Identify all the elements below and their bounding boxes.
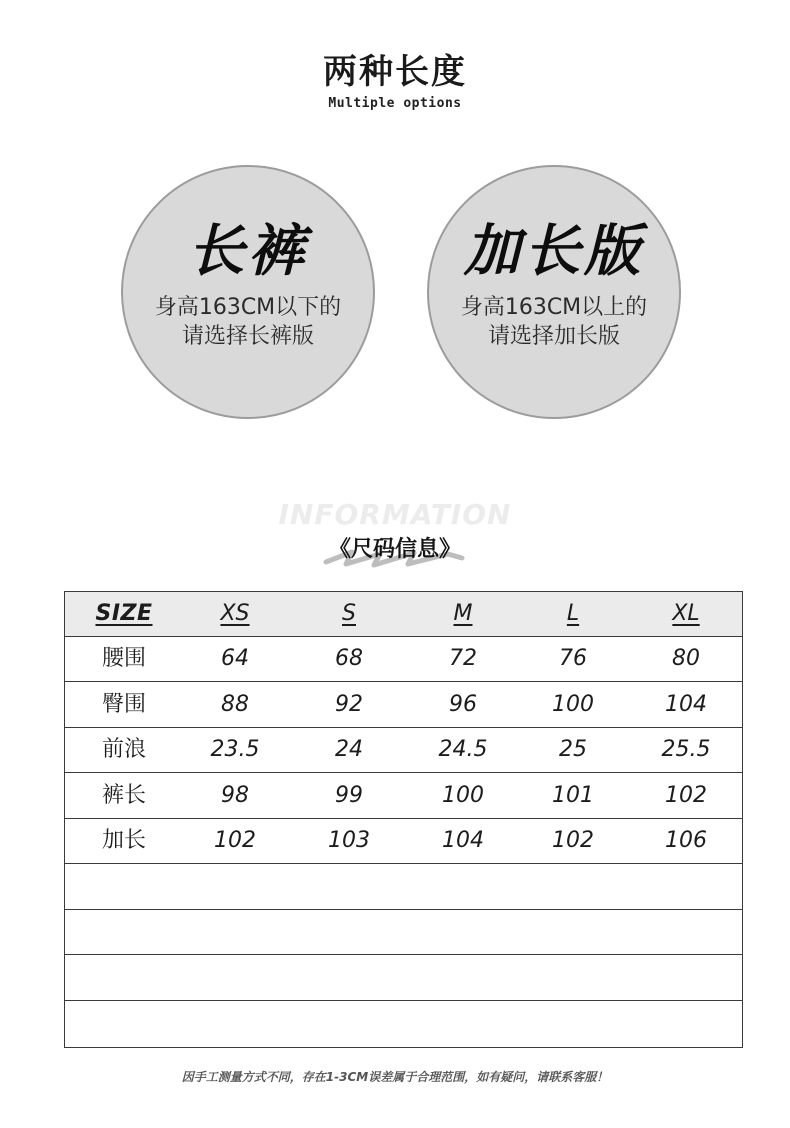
table-cell: 25.5 bbox=[661, 737, 711, 762]
header-cell-xs: XS bbox=[220, 601, 250, 626]
table-cell: 101 bbox=[552, 783, 594, 808]
row-label: 前浪 bbox=[101, 737, 146, 762]
size-info-title: 《尺码信息》 bbox=[328, 537, 461, 562]
table-cell: 102 bbox=[214, 828, 256, 853]
row-label: 裤长 bbox=[101, 783, 146, 808]
table-cell: 88 bbox=[221, 692, 249, 717]
table-row bbox=[65, 728, 742, 773]
row-label: 加长 bbox=[101, 828, 146, 853]
header-cell-size: SIZE bbox=[95, 601, 153, 626]
table-cell: 100 bbox=[442, 783, 484, 808]
table-cell: 64 bbox=[221, 646, 249, 671]
table-cell: 72 bbox=[449, 646, 477, 671]
table-cell: 98 bbox=[221, 783, 249, 808]
information-watermark: INFORMATION bbox=[278, 498, 512, 531]
table-cell: 106 bbox=[665, 828, 707, 853]
option-desc-line1: 身高163CM以下的 bbox=[154, 295, 342, 320]
table-cell: 96 bbox=[449, 692, 477, 717]
table-cell: 25 bbox=[559, 737, 587, 762]
table-cell: 99 bbox=[335, 783, 363, 808]
table-cell: 102 bbox=[552, 828, 594, 853]
header-cell-xl: XL bbox=[672, 601, 700, 626]
table-cell: 92 bbox=[335, 692, 363, 717]
measurement-note: 因手工测量方式不同，存在1-3CM误差属于合理范围，如有疑问，请联系客服！ bbox=[181, 1070, 609, 1084]
table-cell: 100 bbox=[552, 692, 594, 717]
table-cell: 68 bbox=[335, 646, 363, 671]
table-cell: 24 bbox=[335, 737, 363, 762]
table-row-empty bbox=[65, 1001, 742, 1046]
header-cell-s: S bbox=[342, 601, 356, 626]
option-circle-extended bbox=[427, 165, 681, 419]
table-cell: 104 bbox=[442, 828, 484, 853]
option-desc-line2: 请选择长裤版 bbox=[181, 324, 314, 349]
page-title: 两种长度 bbox=[323, 52, 467, 92]
table-cell: 102 bbox=[665, 783, 707, 808]
option-desc-line1: 身高163CM以上的 bbox=[460, 295, 648, 320]
table-cell: 24.5 bbox=[438, 737, 488, 762]
table-cell: 80 bbox=[672, 646, 700, 671]
table-row-empty bbox=[65, 865, 742, 910]
table-row-empty bbox=[65, 910, 742, 955]
table-cell: 104 bbox=[665, 692, 707, 717]
table-cell: 103 bbox=[328, 828, 370, 853]
table-row bbox=[65, 774, 742, 819]
header-cell-l: L bbox=[566, 601, 580, 626]
header-cell-m: M bbox=[453, 601, 473, 626]
table-row bbox=[65, 683, 742, 728]
page-subtitle: Multiple options bbox=[328, 96, 462, 111]
row-label: 臀围 bbox=[101, 692, 146, 717]
option-circle-regular bbox=[121, 165, 375, 419]
table-row bbox=[65, 819, 742, 864]
table-row bbox=[65, 637, 742, 682]
table-cell: 76 bbox=[559, 646, 587, 671]
header bbox=[0, 52, 790, 111]
table-cell: 23.5 bbox=[210, 737, 260, 762]
option-name: 加长版 bbox=[464, 219, 644, 284]
table-header-row bbox=[65, 592, 742, 637]
option-name: 长裤 bbox=[188, 219, 308, 284]
row-label: 腰围 bbox=[101, 646, 146, 671]
size-table bbox=[64, 591, 743, 1048]
option-desc-line2: 请选择加长版 bbox=[487, 324, 620, 349]
table-row-empty bbox=[65, 956, 742, 1001]
